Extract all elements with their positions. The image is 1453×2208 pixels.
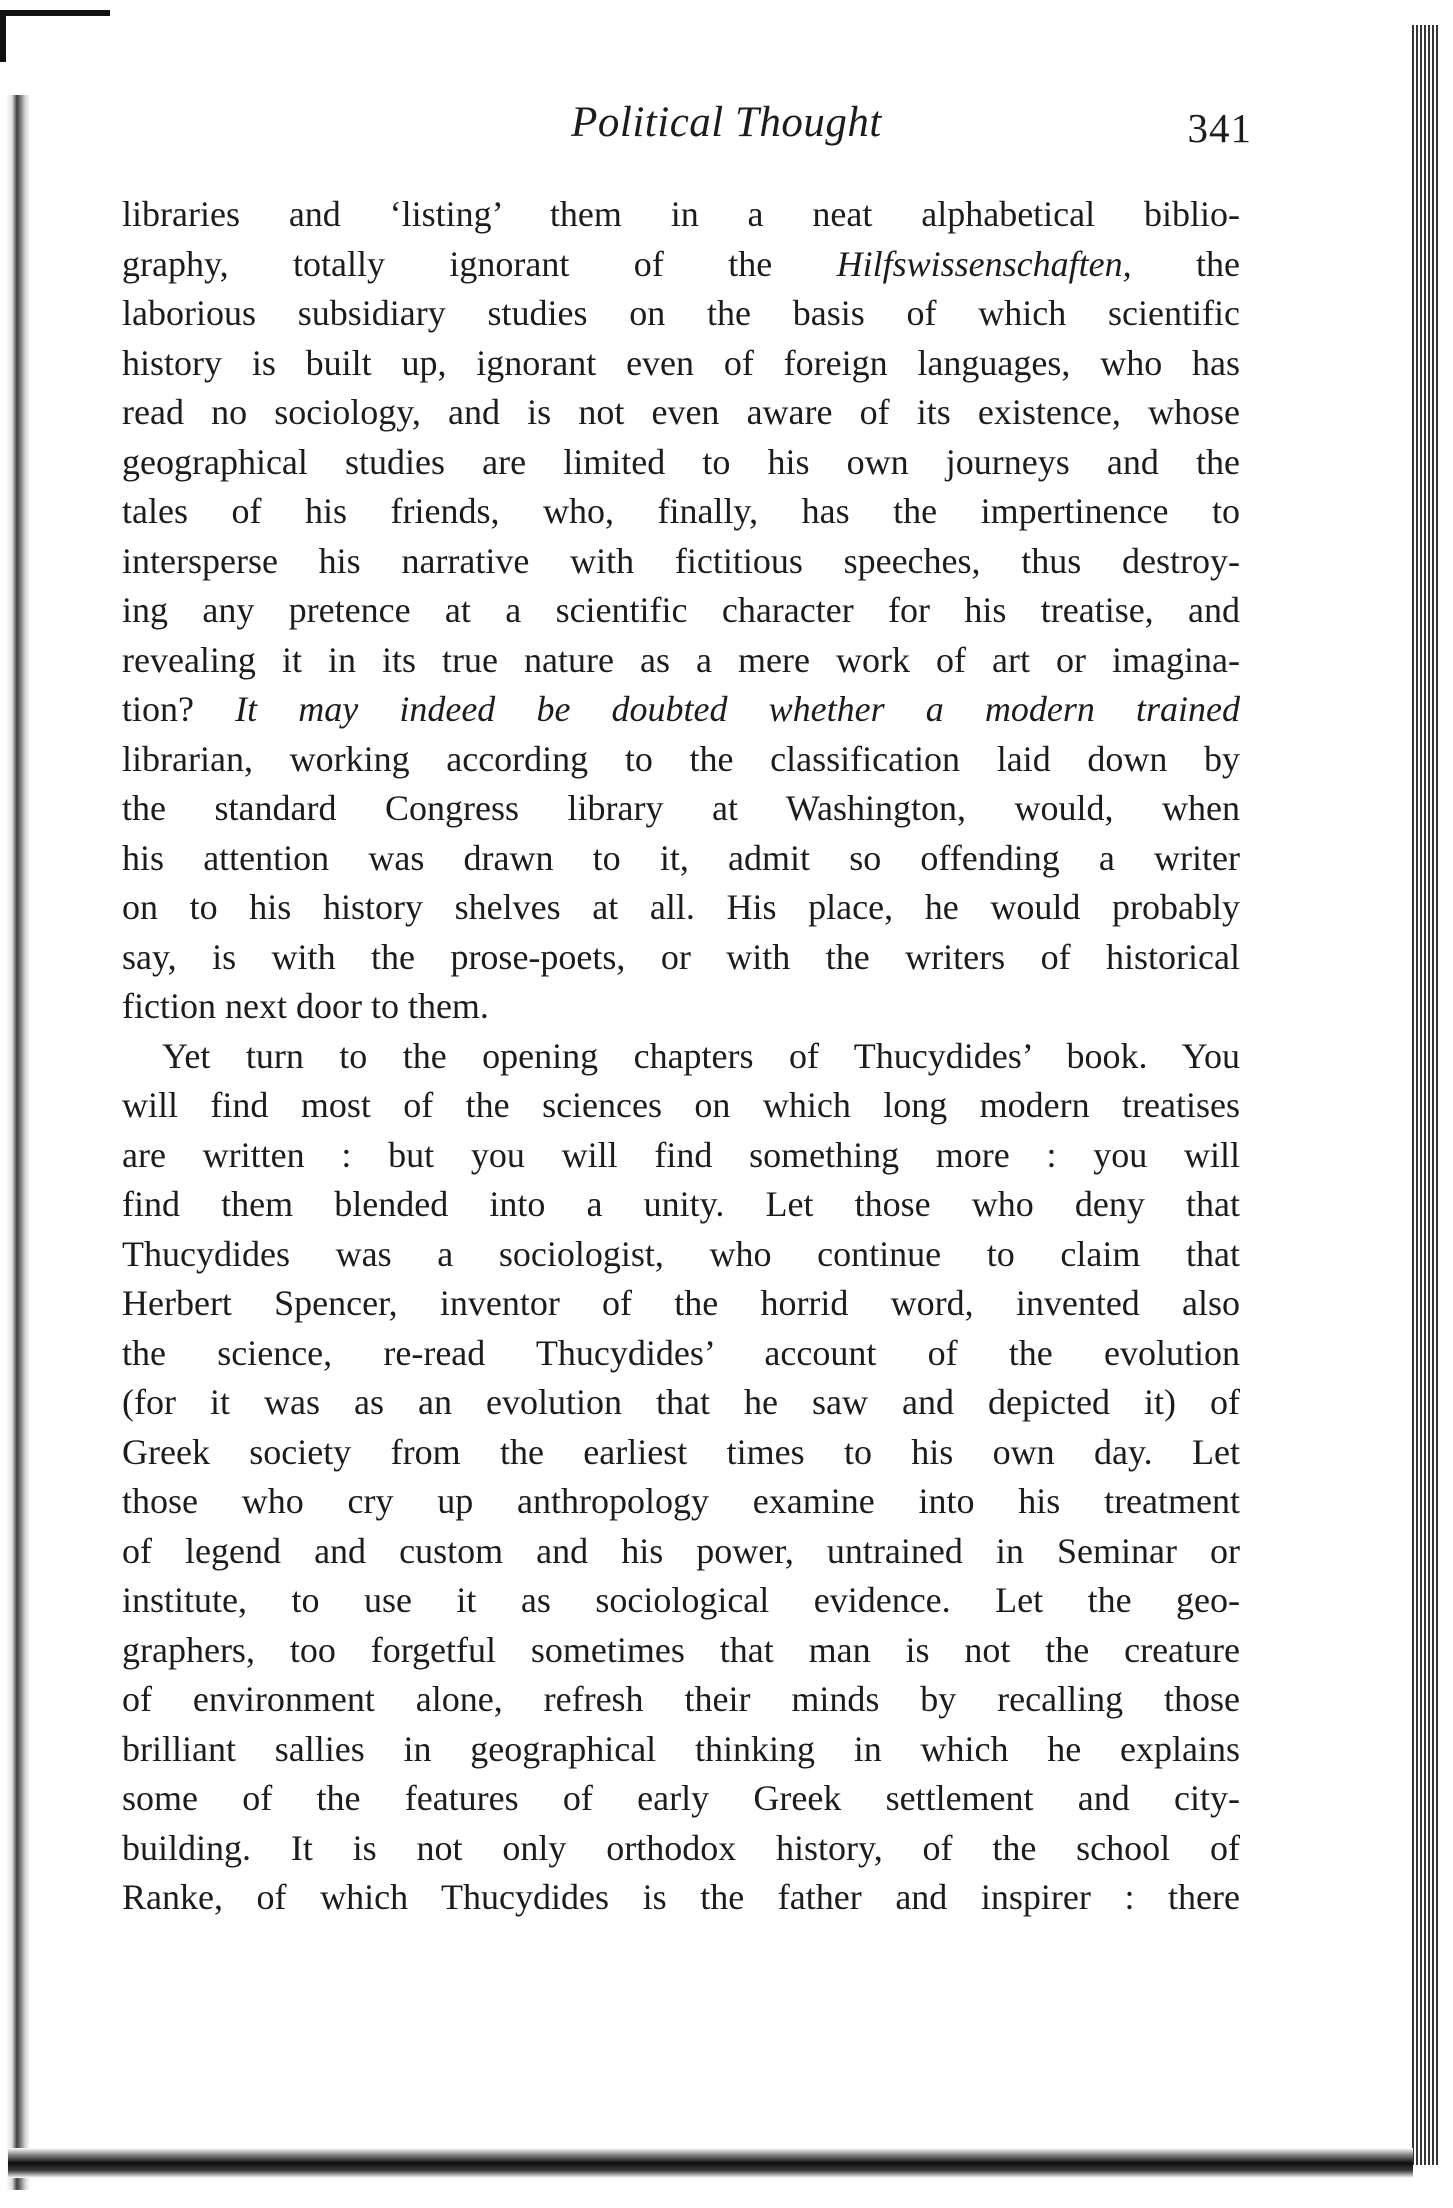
text-line: his attention was drawn to it, admit so offending a writer <box>122 837 1240 878</box>
text-line: ing any pretence at a scientific character for his treatise, and <box>122 590 1240 630</box>
page-number: 341 <box>1187 105 1252 151</box>
text-line: geographical studies are limited to his own journeys and the <box>122 441 1240 482</box>
text-line: fiction next door to them. <box>122 986 489 1026</box>
page-header <box>0 98 1453 158</box>
text-span: the <box>1131 243 1240 284</box>
text-line: Herbert Spencer, inventor of the horrid word, invented also <box>122 1283 1240 1323</box>
italic-sentence: It may indeed be doubted whether a modern trained <box>235 689 1241 729</box>
text-line <box>122 685 1240 735</box>
page-bottom-shadow <box>8 2148 1413 2178</box>
text-line: say, is with the prose-poets, or with the writers of historical <box>122 936 1240 977</box>
text-line: tales of his friends, who, finally, has the impertinence to <box>122 491 1240 531</box>
text-line: of legend and custom and his power, untrained in Seminar or <box>122 1530 1240 1571</box>
text-line: the standard Congress library at Washington, would, when <box>122 788 1240 828</box>
text-line: on to his history shelves at all. His place, he would probably <box>122 887 1240 927</box>
text-line: building. It is not only orthodox history, of the school of <box>122 1827 1240 1868</box>
text-line: are written : but you will find something more : you will <box>122 1134 1240 1175</box>
text-line: (for it was as an evolution that he saw and depicted it) of <box>122 1382 1240 1422</box>
book-edge-stripes <box>1412 25 1438 2165</box>
text-line: Greek society from the earliest times to his own day. Let <box>122 1431 1240 1472</box>
text-line: librarian, working according to the classification laid down by <box>122 738 1240 779</box>
text-line: libraries and ‘listing’ them in a neat alphabetical biblio- <box>122 194 1240 234</box>
text-line: revealing it in its true nature as a mere work of art or imagina- <box>122 639 1240 680</box>
text-line: history is built up, ignorant even of foreign languages, who has <box>122 342 1240 383</box>
text-line: some of the features of early Greek settlement and city- <box>122 1778 1240 1818</box>
text-line: graphers, too forgetful sometimes that man is not the creature <box>122 1629 1240 1670</box>
text-line: of environment alone, refresh their minds by recalling those <box>122 1679 1240 1719</box>
text-line: will find most of the sciences on which long modern treatises <box>122 1085 1240 1125</box>
text-span: graphy, totally ignorant of the <box>122 243 837 284</box>
paragraph-start-line: Yet turn to the opening chapters of Thucydides’ book. You <box>162 1035 1240 1076</box>
body-text <box>122 190 1240 1923</box>
running-title: Political Thought <box>571 99 882 146</box>
page-gutter-shadow <box>6 95 30 2190</box>
text-line: find them blended into a unity. Let those who deny that <box>122 1184 1240 1224</box>
text-line: Thucydides was a sociologist, who continue to claim that <box>122 1233 1240 1274</box>
text-line: the science, re-read Thucydides’ account of the evolution <box>122 1332 1240 1373</box>
text-line: intersperse his narrative with fictitious speeches, thus destroy- <box>122 540 1240 581</box>
text-line: Ranke, of which Thucydides is the father and inspirer : there <box>122 1877 1240 1917</box>
scan-corner-bar <box>0 10 6 62</box>
text-line: brilliant sallies in geographical thinking in which he explains <box>122 1728 1240 1769</box>
italic-term: Hilfswissenschaften, <box>836 243 1132 284</box>
text-line: laborious subsidiary studies on the basis of which scientific <box>122 293 1240 333</box>
text-span: tion? <box>122 689 236 729</box>
text-line: those who cry up anthropology examine into his treatment <box>122 1481 1240 1521</box>
text-line <box>122 240 1240 290</box>
text-line: institute, to use it as sociological evidence. Let the geo- <box>122 1580 1240 1620</box>
text-line: read no sociology, and is not even aware of its existence, whose <box>122 392 1240 432</box>
scan-corner-bar <box>0 10 110 16</box>
